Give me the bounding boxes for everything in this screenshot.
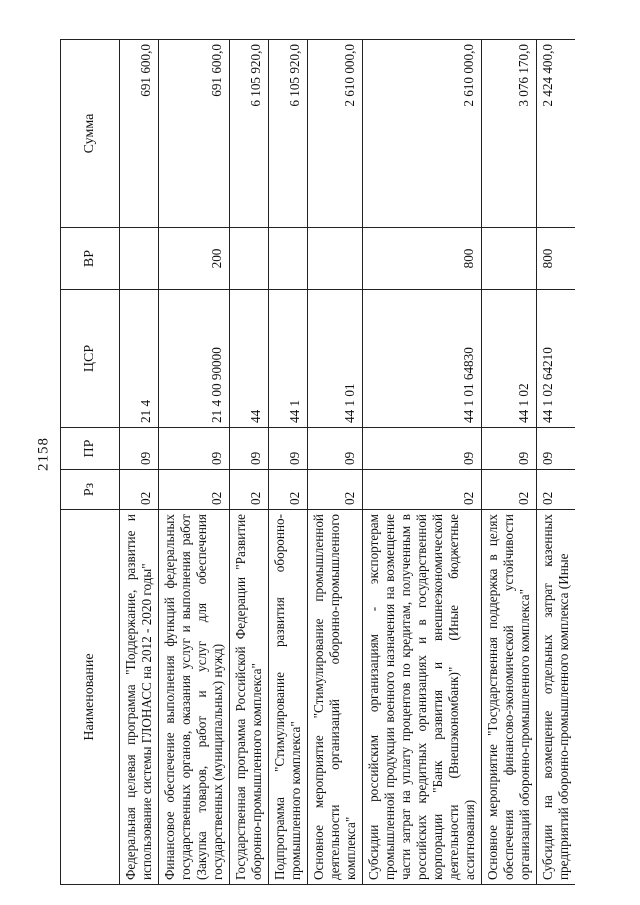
row-csr: 44 1 01 64830 — [363, 290, 482, 428]
row-pr: 09 — [363, 428, 482, 470]
row-csr: 44 1 02 64210 — [537, 290, 576, 428]
row-sum: 2 610 000,0 — [363, 40, 482, 228]
header-pr: ПР — [61, 428, 120, 470]
header-name: Наименование — [61, 510, 120, 885]
row-vr — [269, 228, 308, 290]
table-row — [159, 40, 230, 885]
header-vr: ВР — [61, 228, 120, 290]
row-pr: 09 — [537, 428, 576, 470]
row-rz: 02 — [308, 470, 363, 510]
rotated-page — [60, 0, 605, 905]
row-pr: 09 — [308, 428, 363, 470]
header-sum: Сумма — [61, 40, 120, 228]
row-sum: 691 600,0 — [159, 40, 230, 228]
row-vr — [120, 228, 159, 290]
row-sum: 2 424 400,0 — [537, 40, 576, 228]
header-rz: Рз — [61, 470, 120, 510]
row-csr: 21 4 00 90000 — [159, 290, 230, 428]
row-vr — [308, 228, 363, 290]
table-row — [269, 40, 308, 885]
page-number: 2158 — [35, 437, 52, 471]
row-rz: 02 — [230, 470, 269, 510]
budget-table — [60, 39, 575, 885]
row-csr: 44 1 02 — [482, 290, 537, 428]
row-vr: 800 — [537, 228, 576, 290]
row-sum: 3 076 170,0 — [482, 40, 537, 228]
row-name: Государственная программа Российской Федерации "Развитие оборонно-промышленного комплекса" — [230, 510, 269, 885]
row-rz: 02 — [269, 470, 308, 510]
row-rz: 02 — [537, 470, 576, 510]
row-rz: 02 — [120, 470, 159, 510]
row-name: Субсидии на возмещение отдельных затрат казенных предприятий оборонно-промышленного комплекса (Иные — [537, 510, 576, 885]
row-name: Основное мероприятие "Государственная поддержка в целях обеспечения финансово-экономической устойчивости организаций оборонно-промышленного комплекса" — [482, 510, 537, 885]
row-sum: 6 105 920,0 — [269, 40, 308, 228]
row-vr — [482, 228, 537, 290]
row-csr: 21 4 — [120, 290, 159, 428]
row-rz: 02 — [363, 470, 482, 510]
row-pr: 09 — [120, 428, 159, 470]
row-name: Субсидии российским организациям - экспортерам промышленной продукции военного назначения на возмещение части затрат на уплату процентов по кредитам, полученным в российских кредитных организациях и в государственной корпорации "Банк развития и внешнеэкономической деятельности (Внешэкономбанк)" (Иные бюджетные ассигнования) — [363, 510, 482, 885]
table-row — [308, 40, 363, 885]
table-row — [537, 40, 576, 885]
row-vr: 800 — [363, 228, 482, 290]
row-csr: 44 1 — [269, 290, 308, 428]
table-header-row — [61, 40, 120, 885]
row-pr: 09 — [159, 428, 230, 470]
row-sum: 2 610 000,0 — [308, 40, 363, 228]
row-name: Федеральная целевая программа "Поддержание, развитие и использование системы ГЛОНАСС на 2012 - 2020 годы" — [120, 510, 159, 885]
row-name: Основное мероприятие "Стимулирование промышленной деятельности организаций оборонно-промышленного комплекса" — [308, 510, 363, 885]
rotated-table-container — [60, 40, 582, 885]
row-csr: 44 — [230, 290, 269, 428]
table-row — [120, 40, 159, 885]
row-name: Подпрограмма "Стимулирование развития оборонно-промышленного комплекса" — [269, 510, 308, 885]
row-rz: 02 — [159, 470, 230, 510]
row-pr: 09 — [269, 428, 308, 470]
row-name: Финансовое обеспечение выполнения функций федеральных государственных органов, оказания услуг и выполнения работ (Закупка товаров, работ и услуг для обеспечения государственных (муниципальных) нужд) — [159, 510, 230, 885]
row-vr: 200 — [159, 228, 230, 290]
row-sum: 691 600,0 — [120, 40, 159, 228]
row-csr: 44 1 01 — [308, 290, 363, 428]
row-pr: 09 — [230, 428, 269, 470]
table-row — [482, 40, 537, 885]
row-pr: 09 — [482, 428, 537, 470]
header-csr: ЦСР — [61, 290, 120, 428]
row-vr — [230, 228, 269, 290]
table-row — [230, 40, 269, 885]
table-row — [363, 40, 482, 885]
row-sum: 6 105 920,0 — [230, 40, 269, 228]
row-rz: 02 — [482, 470, 537, 510]
